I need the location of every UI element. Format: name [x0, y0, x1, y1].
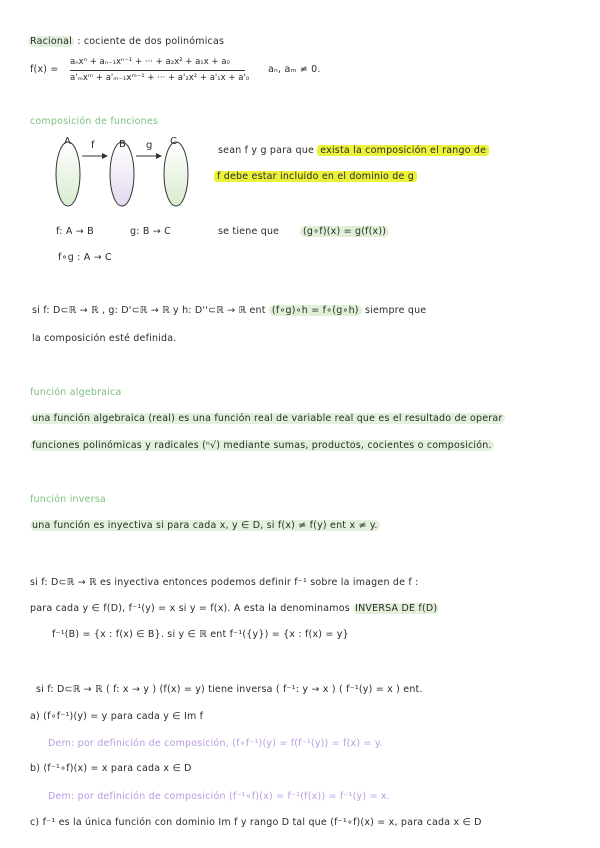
composition-formula-text: (g∘f)(x) = g(f(x)): [300, 226, 389, 237]
inverse-def: [30, 520, 380, 531]
composition-title: composición de funciones: [30, 116, 159, 127]
composition-diagram: [50, 134, 210, 214]
item-c: [30, 817, 482, 828]
inverse-def-text: una función es inyectiva si para cada x, y ∈ D, si f(x) ≠ f(y) ent x ≠ y.: [32, 520, 378, 531]
item-a-text: (f∘f⁻¹)(y) = y para cada y ∈ Im f: [43, 711, 204, 722]
fraction-bar: [70, 70, 245, 71]
general-line-2: la composición esté definida.: [32, 333, 177, 344]
item-b-text: (f⁻¹∘f)(x) = x para cada x ∈ D: [43, 763, 192, 774]
item-a-dem: Dem: por definición de composición, (f∘f⁻¹)(y) = f(f⁻¹(y)) = f(x) = y.: [48, 738, 383, 749]
inverse-p1: si f: D⊂ℝ → ℝ es inyectiva entonces podemos definir f⁻¹ sobre la imagen de f :: [30, 577, 419, 588]
item-a: [30, 711, 203, 722]
inverse-p4: si f: D⊂ℝ → ℝ ( f: x → y ) (f(x) = y) tiene inversa ( f⁻¹: y → x ) ( f⁻¹(y) = x ) ent.: [36, 684, 423, 695]
arrow-f-label: f: [91, 140, 95, 151]
rational-denominator: a'ₘxᵐ + a'ₘ₋₁xᵐ⁻¹ + ··· + a'₂x² + a'₁x + a'₀: [70, 73, 250, 83]
inverse-title: función inversa: [30, 494, 106, 505]
inverse-p3: f⁻¹(B) = {x : f(x) ∈ B}. si y ∈ ℝ ent f⁻¹({y}) = {x : f(x) = y}: [52, 629, 349, 640]
algebraic-line-2-text: funciones polinómicas y radicales (ⁿ√) mediante sumas, productos, cocientes o composición.: [32, 440, 492, 451]
general-line: [32, 305, 426, 316]
composition-text-2: [214, 171, 417, 182]
general-line-text: si f: D⊂ℝ → ℝ , g: D'⊂ℝ → ℝ y h: D''⊂ℝ → ℝ ent: [32, 305, 266, 316]
inverse-p2-text: para cada y ∈ f(D), f⁻¹(y) = x si y = f(x). A esta la denominamos: [30, 603, 350, 614]
composition-text-1a: sean f y g para que: [218, 145, 315, 156]
rational-heading-line: [28, 36, 224, 47]
algebraic-title: función algebraica: [30, 387, 122, 398]
rational-condition: aₙ, aₘ ≠ 0.: [268, 64, 321, 75]
arrow-g-label: g: [146, 140, 153, 151]
general-tail: siempre que: [364, 305, 427, 316]
set-a-label: A: [64, 136, 71, 147]
f-map: f: A → B: [56, 226, 94, 237]
algebraic-line-2: [30, 440, 494, 451]
item-c-text: f⁻¹ es la única función con dominio Im f y rango D tal que (f⁻¹∘f)(x) = x, para cada x ∈ D: [42, 817, 482, 828]
set-b-label: B: [119, 139, 126, 150]
se-tiene: se tiene que: [218, 226, 280, 237]
item-b: [30, 763, 192, 774]
rational-numerator: aₙxⁿ + aₙ₋₁xⁿ⁻¹ + ··· + a₂x² + a₁x + a₀: [70, 57, 230, 67]
general-formula: (f∘g)∘h = f∘(g∘h): [269, 305, 362, 316]
item-b-label: b): [30, 763, 41, 774]
set-c-ellipse: [164, 142, 188, 206]
inverse-p2-highlight: INVERSA DE f(D): [355, 603, 438, 614]
composition-text-2-highlight: f debe estar incluido en el dominio de g: [214, 171, 417, 182]
rational-definition: : cociente de dos polinómicas: [77, 36, 225, 47]
inverse-p2: [30, 603, 439, 614]
composition-text-1: [218, 145, 489, 156]
item-a-label: a): [30, 711, 40, 722]
item-c-label: c): [30, 817, 40, 828]
set-c-label: C: [170, 136, 177, 147]
set-a-ellipse: [56, 142, 80, 206]
algebraic-line-1: [30, 413, 505, 424]
fog-map: f∘g : A → C: [58, 252, 112, 263]
g-map: g: B → C: [130, 226, 172, 237]
composition-formula: [300, 226, 389, 237]
item-b-dem: Dem: por definición de composición (f⁻¹∘f)(x) = f⁻¹(f(x)) = f⁻¹(y) = x.: [48, 791, 390, 802]
rational-heading: Racional: [30, 36, 72, 47]
composition-text-1-highlight: exista la composición el rango de: [317, 145, 489, 156]
set-b-ellipse: [110, 142, 134, 206]
rational-fx: f(x) =: [30, 64, 59, 75]
algebraic-line-1-text: una función algebraica (real) es una función real de variable real que es el resultado de operar: [32, 413, 503, 424]
